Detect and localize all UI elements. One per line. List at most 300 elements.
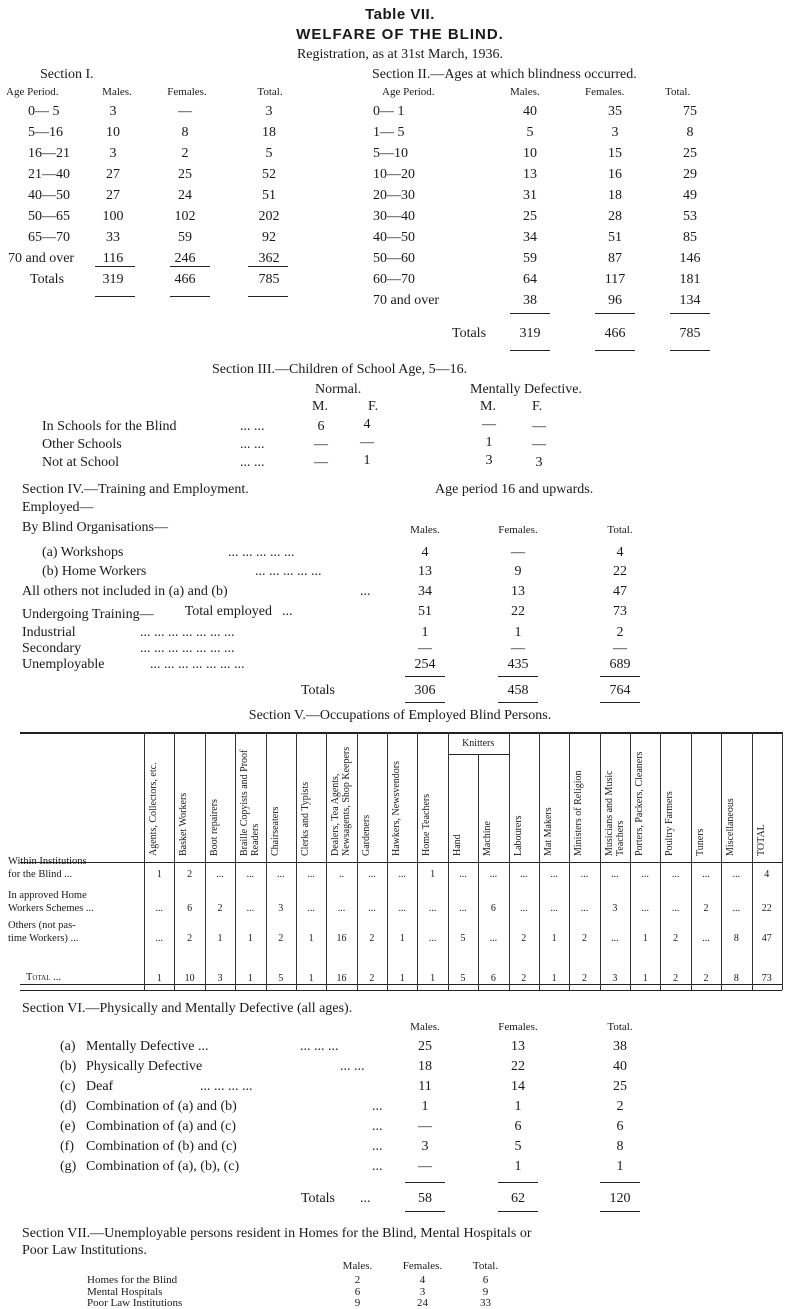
leader-dots: ... ... ... ... ... ... ... (140, 625, 235, 640)
section-i-cell: 52 (262, 167, 276, 182)
section-vii-cell: 33 (480, 1297, 491, 1309)
section-vi-label: Physically Defective (86, 1059, 203, 1074)
section-ii-cell: 49 (683, 188, 697, 203)
total-rule (600, 1211, 640, 1212)
section-iii-cell: — (532, 437, 546, 452)
occupation-cell: 5 (460, 973, 466, 984)
section-ii-title: Section II.—Ages at which blindness occurred. (372, 67, 637, 82)
occupation-cell: 22 (761, 903, 772, 914)
section-ii-cell: 117 (604, 272, 626, 287)
section-vi-total: 58 (418, 1191, 432, 1206)
occupation-cell: ... (732, 869, 741, 880)
section-vi-cell: 18 (418, 1059, 432, 1074)
section-iv-cell: 34 (418, 584, 432, 599)
section-ii-cell: 5 (526, 125, 534, 140)
section-vi-cell: 25 (418, 1039, 432, 1054)
occupation-cell: 2 (521, 933, 527, 944)
occupation-cell: 47 (761, 933, 772, 944)
section-iv-header: Females. (498, 524, 538, 536)
section-iv-header: Males. (410, 524, 440, 536)
section-vi-totals-label: Totals (300, 1191, 335, 1206)
section-vi-letter: (b) (60, 1059, 77, 1074)
occupation-cell: ... (428, 933, 437, 944)
section-vii-cell: 24 (417, 1297, 428, 1309)
total-rule (510, 350, 550, 351)
section-vi-cell: 1 (421, 1099, 429, 1114)
section-ii-cell: 60—70 (373, 272, 415, 287)
section-i-cell: 2 (181, 146, 189, 161)
section-iv-cell: 73 (613, 604, 627, 619)
section-iv-cell: — (613, 641, 627, 656)
occupation-row-label: In approved Home (8, 890, 87, 901)
table-rule (20, 862, 782, 863)
section-i-cell: 3 (109, 104, 117, 119)
total-rule (405, 1211, 445, 1212)
occupation-row-label: Workers Schemes ... (8, 903, 94, 914)
occupation-cell: ... (611, 933, 619, 944)
section-vi-letter: (d) (60, 1099, 77, 1114)
occupation-row-label: for the Blind ... (8, 869, 73, 880)
section-i-cell: 202 (258, 209, 280, 224)
section-iv-cell: 254 (414, 657, 436, 672)
occupation-cell: ... (459, 903, 467, 914)
table-col-rule (357, 732, 358, 990)
total-rule (248, 296, 288, 297)
occupation-cell: 2 (217, 903, 223, 914)
section-i-cell: 5 (265, 146, 273, 161)
section-ii-cell: 28 (608, 209, 622, 224)
section-iv-label: Industrial (22, 625, 76, 640)
section-i-total: 319 (102, 272, 124, 287)
section-iv-cell: 4 (616, 545, 624, 560)
section-i-cell: 51 (262, 188, 276, 203)
section-vi-cell: 5 (514, 1139, 522, 1154)
section-vi-cell: 40 (613, 1059, 627, 1074)
section-iii-cell: — (360, 435, 374, 450)
occupation-cell: 2 (521, 973, 527, 984)
section-iv-label: Total employed (184, 604, 272, 619)
normal-f: F. (368, 399, 379, 414)
section-iv-cell: 22 (613, 564, 627, 579)
section-i-cell: 65—70 (28, 230, 70, 245)
blind-orgs-label: By Blind Organisations— (22, 520, 168, 535)
section-vi-header: Males. (410, 1021, 440, 1033)
table-col-rule (205, 732, 206, 990)
total-rule (405, 702, 445, 703)
occupation-column-header: Tuners (694, 828, 706, 856)
total-rule (170, 266, 210, 267)
section-i-cell: 8 (181, 125, 189, 140)
occupation-row-label: Within Institutions (8, 856, 87, 867)
section-iv-cell: 9 (514, 564, 522, 579)
occupation-cell: ... (641, 869, 650, 880)
section-iii-cell: — (482, 417, 496, 432)
section-vi-cell: 6 (514, 1119, 522, 1134)
leader-dots: ... (372, 1099, 383, 1114)
leader-dots: ... ... (240, 437, 265, 452)
undergoing-label: Undergoing Training— (22, 607, 154, 622)
occupation-cell: 5 (460, 933, 466, 944)
section-i-cell: 25 (178, 167, 192, 182)
defective-f: F. (532, 399, 543, 414)
occupation-column-header: Chairseaters (269, 806, 281, 856)
section-vi-letter: (c) (60, 1079, 76, 1094)
occupation-cell: 6 (490, 903, 496, 914)
section-ii-cell: 13 (523, 167, 537, 182)
section-ii-header: Total. (665, 86, 691, 98)
occupation-row-label: Others (not pas- (8, 920, 76, 931)
section-iii-label: Not at School (42, 455, 119, 470)
occupation-cell: ... (671, 869, 680, 880)
section-iv-cell: 22 (511, 604, 525, 619)
section-iv-cell: 435 (507, 657, 529, 672)
section-iv-cell: 1 (514, 625, 522, 640)
section-iv-age: Age period 16 and upwards. (435, 482, 594, 497)
occupation-cell: ... (702, 869, 710, 880)
section-i-cell: 18 (262, 125, 276, 140)
occupation-column-header: Mat Makers (542, 807, 554, 856)
section-vi-label: Combination of (a) and (c) (86, 1119, 237, 1134)
section-vii-cell: 9 (482, 1285, 489, 1298)
occupation-cell: 1 (551, 973, 557, 984)
leader-dots: ... ... ... ... ... (228, 545, 295, 560)
section-ii-cell: 0— 1 (373, 104, 405, 119)
section-vii-header: Males. (342, 1260, 373, 1272)
section-vi-cell: 1 (616, 1159, 624, 1174)
occupation-cell: 1 (308, 933, 314, 944)
section-vi-cell: — (418, 1159, 432, 1174)
occupation-cell: ... (489, 933, 498, 944)
occupation-cell: ... (276, 869, 285, 880)
section-vi-cell: 3 (421, 1139, 429, 1154)
occupation-cell: ... (641, 903, 650, 914)
section-iv-totals-label: Totals (300, 683, 335, 698)
section-i-cell: 10 (106, 125, 120, 140)
occupation-cell: 2 (703, 973, 709, 984)
section-i-cell: 40—50 (28, 188, 70, 203)
page-heading: WELFARE OF THE BLIND. (296, 26, 504, 43)
section-vi-cell: 38 (613, 1039, 627, 1054)
section-i-total: Totals (30, 272, 65, 287)
occupation-cell: ... (307, 869, 315, 880)
section-ii-cell: 53 (683, 209, 697, 224)
section-ii-cell: 40—50 (373, 230, 415, 245)
section-ii-cell: 31 (523, 188, 537, 203)
occupation-cell: 16 (336, 933, 347, 944)
total-rule (498, 1211, 538, 1212)
section-ii-cell: 30—40 (373, 209, 415, 224)
occupation-column-header: Gardeners (360, 814, 372, 856)
occupation-cell: 10 (184, 973, 195, 984)
section-iv-cell: 13 (511, 584, 525, 599)
section-vi-cell: 2 (616, 1099, 624, 1114)
occupation-cell: .. (338, 869, 344, 880)
occupation-cell: 1 (308, 973, 314, 984)
section-vi-letter: (f) (60, 1139, 74, 1154)
section-iii-cell: — (532, 419, 546, 434)
occupation-column-header: Miscellaneous (725, 798, 737, 856)
occupation-cell: 2 (673, 933, 679, 944)
occupation-cell: ... (246, 869, 255, 880)
table-col-rule (144, 732, 145, 990)
occupation-cell: 1 (551, 933, 557, 944)
occupation-cell: 1 (156, 869, 162, 880)
leader-dots: ... ... ... ... ... ... ... (140, 641, 235, 656)
section-vi-cell: 8 (616, 1139, 624, 1154)
section-ii-cell: 10 (523, 146, 537, 161)
section-iii-cell: 6 (317, 419, 325, 434)
section-iv-cell: — (511, 545, 525, 560)
section-ii-cell: 134 (679, 293, 701, 308)
leader-dots: ... ... ... ... (200, 1079, 253, 1094)
occupation-column-header: Braille Copyists and Proof Readers (239, 749, 262, 856)
section-iii-cell: 3 (485, 453, 493, 468)
section-ii-cell: 34 (523, 230, 537, 245)
occupations-table (8, 732, 782, 992)
section-vii-label: Poor Law Institutions (87, 1297, 183, 1309)
leader-dots: ... (360, 584, 371, 599)
occupation-cell: 3 (278, 903, 284, 914)
occupation-cell: ... (428, 903, 437, 914)
occupation-cell: 8 (733, 973, 739, 984)
occupation-cell: 1 (399, 933, 405, 944)
occupation-column-header: Machine (482, 821, 494, 856)
section-i-cell: 59 (178, 230, 192, 245)
section-ii-cell: 35 (608, 104, 622, 119)
occupation-cell: 5 (278, 973, 284, 984)
section-ii-cell: 38 (523, 293, 537, 308)
occupation-cell: 3 (612, 973, 618, 984)
total-rule (595, 350, 635, 351)
occupation-cell: ... (611, 869, 619, 880)
table-col-rule (630, 732, 631, 990)
section-i-cell: 92 (262, 230, 276, 245)
section-vii-title: Section VII.—Unemployable persons resident in Homes for the Blind, Mental Hospitals or (22, 1226, 532, 1241)
section-ii-cell: 18 (608, 188, 622, 203)
total-rule (498, 676, 538, 677)
section-iii-cell: 3 (535, 455, 543, 470)
total-rule (595, 313, 635, 314)
section-iv-cell: — (511, 641, 525, 656)
occupation-column-header: TOTAL (755, 824, 767, 856)
section-vi-cell: 6 (616, 1119, 624, 1134)
occupation-cell: 1 (642, 973, 648, 984)
table-col-rule (509, 732, 510, 990)
section-iv-header: Total. (607, 524, 633, 536)
section-ii-total: 466 (604, 326, 626, 341)
total-rule (405, 1182, 445, 1183)
occupation-column-header: Porters, Packers, Cleaners (634, 751, 646, 856)
section-ii-cell: 59 (523, 251, 537, 266)
leader-dots: ... ... ... ... ... ... ... (150, 657, 245, 672)
occupation-column-header: Ministers of Religion (573, 770, 585, 856)
section-vi-cell: 13 (511, 1039, 525, 1054)
occupation-cell: ... (398, 903, 406, 914)
defective-m: M. (480, 399, 496, 414)
occupation-cell: ... (155, 903, 163, 914)
occupation-cell: 1 (430, 869, 436, 880)
section-vi-cell: 22 (511, 1059, 525, 1074)
leader-dots: ... (360, 1191, 371, 1206)
section-i-cell: 33 (106, 230, 120, 245)
occupation-cell: ... (520, 869, 528, 880)
occupation-cell: ... (489, 869, 498, 880)
occupation-cell: ... (246, 903, 255, 914)
section-iv-cell: 4 (421, 545, 429, 560)
section-iv-total: 458 (507, 683, 529, 698)
employed-label: Employed— (22, 500, 94, 515)
section-iv-label: All others not included in (a) and (b) (22, 584, 228, 599)
table-col-rule (296, 732, 297, 990)
total-rule (670, 350, 710, 351)
section-ii-cell: 25 (523, 209, 537, 224)
section-i-cell: 116 (102, 251, 124, 266)
section-vi-total: 62 (511, 1191, 525, 1206)
table-col-rule (387, 732, 388, 990)
total-rule (510, 313, 550, 314)
section-v-title: Section V.—Occupations of Employed Blind Persons. (248, 708, 552, 723)
normal-header: Normal. (315, 382, 362, 397)
section-iii-cell: 1 (363, 453, 371, 468)
section-vii-label: Homes for the Blind (87, 1274, 178, 1286)
section-vii-cell: 6 (482, 1274, 489, 1286)
occupation-cell: ... (580, 903, 589, 914)
section-ii-cell: 15 (608, 146, 622, 161)
occupation-cell: 8 (733, 933, 739, 944)
section-vii-header: Females. (402, 1260, 443, 1272)
section-ii-cell: 50—60 (373, 251, 415, 266)
occupation-cell: 1 (156, 973, 162, 984)
occupation-cell: ... (702, 933, 710, 944)
section-ii-cell: 181 (679, 272, 701, 287)
total-rule (600, 1182, 640, 1183)
section-vi-header: Total. (607, 1021, 633, 1033)
knitters-header: Knitters (462, 738, 495, 749)
section-ii-total: Totals (452, 326, 487, 341)
section-ii-cell: 40 (523, 104, 537, 119)
occupation-cell: 1 (399, 973, 405, 984)
section-ii-cell: 25 (683, 146, 697, 161)
section-i-total: 466 (174, 272, 196, 287)
table-col-rule (569, 732, 570, 990)
section-vi-cell: 1 (514, 1159, 522, 1174)
section-vi-header: Females. (498, 1021, 538, 1033)
section-ii-cell: 70 and over (373, 293, 440, 308)
section-ii-cell: 64 (523, 272, 537, 287)
section-i-cell: 102 (174, 209, 196, 224)
table-col-rule (478, 754, 479, 990)
section-vi-total: 120 (609, 1191, 631, 1206)
section-vi-cell: 14 (511, 1079, 525, 1094)
occupation-cell: ... (671, 903, 680, 914)
occupation-column-header: Musicians and Music Teachers (603, 770, 626, 856)
section-vii-label: Mental Hospitals (87, 1285, 163, 1298)
leader-dots: ... (282, 604, 293, 619)
section-i-cell: 24 (178, 188, 192, 203)
total-rule (498, 1182, 538, 1183)
leader-dots: ... ... (240, 419, 265, 434)
table-col-rule (174, 732, 175, 990)
section-ii-cell: 3 (611, 125, 619, 140)
leader-dots: ... ... (340, 1059, 365, 1074)
section-ii-cell: 87 (608, 251, 622, 266)
section-iv-cell: 13 (418, 564, 432, 579)
table-col-rule (326, 732, 327, 990)
section-iv-total: 306 (414, 683, 436, 698)
section-vi-label: Combination of (a), (b), (c) (86, 1159, 240, 1174)
occupation-cell: 2 (187, 869, 193, 880)
leader-dots: ... ... (240, 455, 265, 470)
total-rule (95, 266, 135, 267)
occupation-cell: ... (732, 903, 741, 914)
section-ii-cell: 1— 5 (373, 125, 405, 140)
total-rule (95, 296, 135, 297)
section-ii-total: 785 (679, 326, 701, 341)
section-i-title: Section I. (40, 67, 94, 82)
table-col-rule (235, 732, 236, 990)
occupation-cell: ... (520, 903, 528, 914)
section-vi-cell: 1 (514, 1099, 522, 1114)
occupation-cell: ... (368, 903, 376, 914)
occupation-cell: 2 (278, 933, 284, 944)
total-rule (405, 676, 445, 677)
section-vi-letter: (g) (60, 1159, 77, 1174)
section-ii-cell: 51 (608, 230, 622, 245)
occupation-cell: 2 (582, 973, 588, 984)
section-iv-cell: 2 (616, 625, 624, 640)
occupation-cell: 6 (187, 903, 193, 914)
section-ii-cell: 96 (608, 293, 622, 308)
section-i-cell: 100 (102, 209, 124, 224)
table-rule (20, 984, 782, 985)
section-i-cell: 27 (106, 188, 120, 203)
section-iv-label: Unemployable (22, 657, 105, 672)
section-iv-label: (a) Workshops (42, 545, 124, 560)
total-rule (248, 266, 288, 267)
section-vii-cell: 6 (354, 1285, 361, 1298)
leader-dots: ... (372, 1159, 383, 1174)
section-i-header: Females. (167, 86, 207, 98)
occupation-column-header: Poultry Farmers (664, 791, 676, 856)
occupation-cell: 6 (490, 973, 496, 984)
occupation-cell: 1 (217, 933, 223, 944)
occupation-cell: ... (550, 903, 558, 914)
section-vii-cell: 3 (419, 1285, 426, 1298)
total-rule (600, 676, 640, 677)
occupation-cell: ... (459, 869, 467, 880)
total-rule (600, 702, 640, 703)
section-iii-cell: — (314, 437, 328, 452)
section-i-cell: 0— 5 (28, 104, 60, 119)
occupation-cell: 2 (673, 973, 679, 984)
section-i-cell: 5—16 (28, 125, 63, 140)
total-rule (670, 313, 710, 314)
section-vii-title2: Poor Law Institutions. (22, 1243, 147, 1258)
table-title: Table VII. (365, 6, 435, 23)
occupation-cell: 2 (187, 933, 193, 944)
table-col-rule (266, 732, 267, 990)
section-iv-cell: 51 (418, 604, 432, 619)
occupation-column-header: Labourers (512, 815, 524, 856)
section-vi-cell: 25 (613, 1079, 627, 1094)
table-col-rule (600, 732, 601, 990)
occupation-cell: ... (368, 869, 376, 880)
occupation-cell: ... (155, 933, 163, 944)
occupation-cell: 2 (369, 973, 375, 984)
section-i-header: Age Period. (6, 86, 59, 98)
section-iii-label: In Schools for the Blind (42, 419, 177, 434)
occupation-cell: ... (398, 869, 406, 880)
